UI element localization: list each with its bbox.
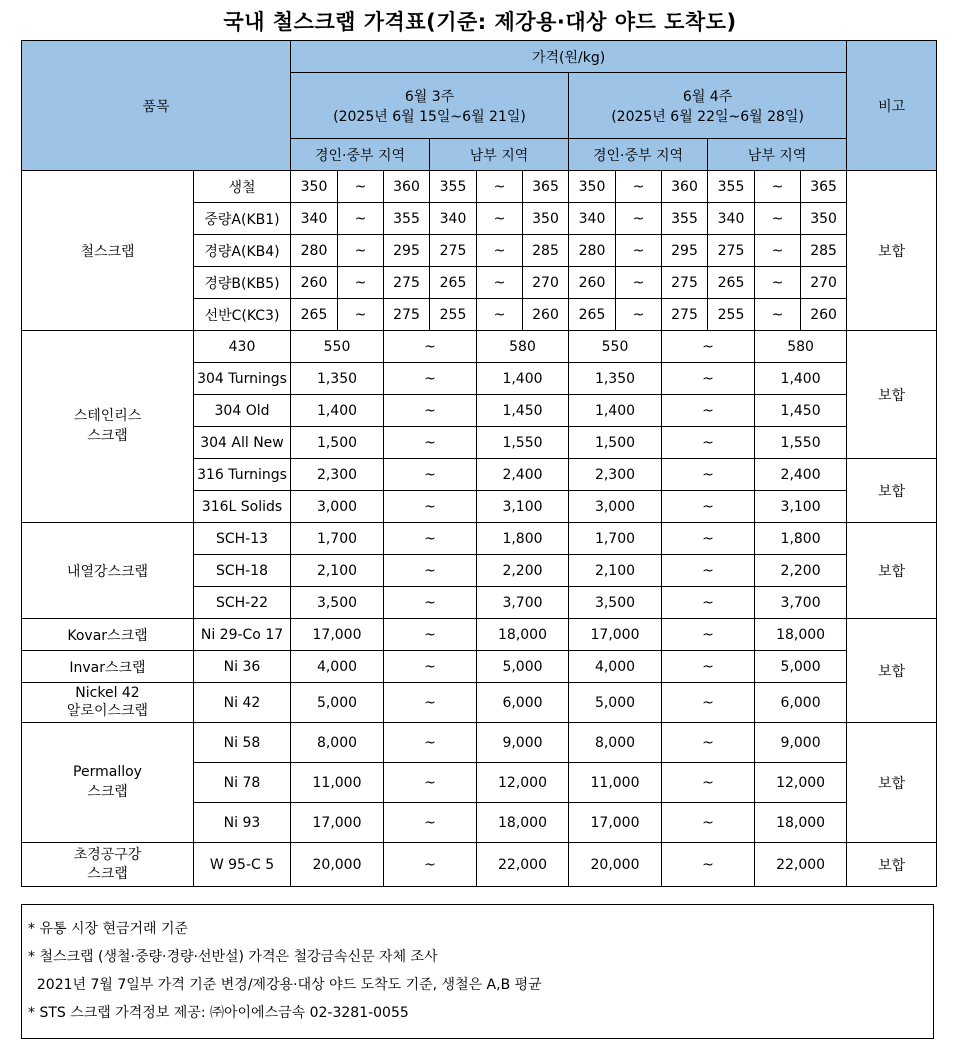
item-name: Ni 78 [194, 763, 291, 803]
value-high: 1,550 [477, 427, 569, 459]
week1-label: 6월 3주 [404, 88, 455, 105]
value-high: 18,000 [477, 803, 569, 843]
value-low: 11,000 [569, 763, 662, 803]
category-permalloy-line2: 스크랩 [87, 783, 128, 800]
value-low: 255 [430, 299, 477, 331]
value-high: 18,000 [477, 619, 569, 651]
value-high: 580 [477, 331, 569, 363]
value-low: 255 [708, 299, 755, 331]
value-high: 3,100 [755, 491, 847, 523]
tilde: ~ [384, 587, 477, 619]
value-low: 4,000 [569, 651, 662, 683]
value-low: 340 [430, 203, 477, 235]
value-low: 5,000 [291, 683, 384, 723]
tilde: ~ [662, 363, 755, 395]
value-low: 20,000 [291, 843, 384, 887]
table-row [22, 331, 937, 363]
value-high: 270 [801, 267, 847, 299]
value-low: 2,300 [291, 459, 384, 491]
category-nickel [22, 683, 194, 723]
tilde: ~ [662, 587, 755, 619]
tilde: ~ [384, 723, 477, 763]
value-low: 3,000 [569, 491, 662, 523]
value-low: 20,000 [569, 843, 662, 887]
table-row [22, 843, 937, 887]
value-low: 1,700 [291, 523, 384, 555]
tilde: ~ [755, 235, 801, 267]
remark-steel: 보합 [847, 171, 937, 331]
item-name: 430 [194, 331, 291, 363]
value-high: 3,700 [477, 587, 569, 619]
value-high: 360 [384, 171, 430, 203]
tilde: ~ [477, 203, 523, 235]
remark-stainless-1: 보합 [847, 331, 937, 459]
tilde: ~ [477, 235, 523, 267]
tilde: ~ [755, 267, 801, 299]
tilde: ~ [662, 523, 755, 555]
category-carbide [22, 843, 194, 887]
tilde: ~ [384, 763, 477, 803]
table-row [22, 683, 937, 723]
value-low: 280 [291, 235, 338, 267]
value-high: 355 [384, 203, 430, 235]
item-name: 경량A(KB4) [194, 235, 291, 267]
value-low: 17,000 [569, 803, 662, 843]
value-low: 275 [430, 235, 477, 267]
value-high: 260 [523, 299, 569, 331]
tilde: ~ [384, 683, 477, 723]
category-permalloy-line1: Permalloy [73, 763, 142, 780]
value-low: 340 [708, 203, 755, 235]
value-low: 355 [708, 171, 755, 203]
note-1: * 유통 시장 현금거래 기준 [28, 921, 189, 937]
value-low: 1,500 [291, 427, 384, 459]
value-low: 2,100 [291, 555, 384, 587]
value-low: 265 [569, 299, 616, 331]
item-name: Ni 29-Co 17 [194, 619, 291, 651]
tilde: ~ [616, 267, 662, 299]
value-high: 350 [801, 203, 847, 235]
category-stainless-line2: 스크랩 [87, 427, 128, 444]
tilde: ~ [662, 723, 755, 763]
value-high: 275 [384, 299, 430, 331]
item-name: 생철 [194, 171, 291, 203]
tilde: ~ [384, 395, 477, 427]
item-name: 중량A(KB1) [194, 203, 291, 235]
tilde: ~ [662, 331, 755, 363]
value-low: 550 [569, 331, 662, 363]
remark-alloy: 보합 [847, 619, 937, 723]
value-low: 350 [569, 171, 616, 203]
value-high: 365 [801, 171, 847, 203]
value-high: 3,100 [477, 491, 569, 523]
note-4: * STS 스크랩 가격정보 제공: ㈜아이에스금속 02-3281-0055 [28, 1005, 409, 1021]
category-carbide-line2: 스크랩 [87, 865, 128, 882]
tilde: ~ [662, 427, 755, 459]
value-low: 8,000 [569, 723, 662, 763]
value-high: 2,200 [477, 555, 569, 587]
value-low: 1,400 [291, 395, 384, 427]
value-low: 3,000 [291, 491, 384, 523]
tilde: ~ [662, 843, 755, 887]
note-2: * 철스크랩 (생철·중량·경량·선반설) 가격은 철강금속신문 자체 조사 [28, 949, 438, 965]
tilde: ~ [338, 235, 384, 267]
item-name: 316 Turnings [194, 459, 291, 491]
value-low: 550 [291, 331, 384, 363]
tilde: ~ [662, 555, 755, 587]
price-table-body [22, 171, 937, 887]
value-low: 265 [708, 267, 755, 299]
tilde: ~ [384, 491, 477, 523]
tilde: ~ [384, 427, 477, 459]
value-low: 3,500 [569, 587, 662, 619]
tilde: ~ [338, 267, 384, 299]
value-low: 5,000 [569, 683, 662, 723]
tilde: ~ [755, 203, 801, 235]
item-name: 316L Solids [194, 491, 291, 523]
value-low: 4,000 [291, 651, 384, 683]
remark-heat: 보합 [847, 523, 937, 619]
tilde: ~ [662, 459, 755, 491]
tilde: ~ [616, 235, 662, 267]
value-high: 1,450 [755, 395, 847, 427]
category-invar: Invar스크랩 [22, 651, 194, 683]
value-high: 22,000 [477, 843, 569, 887]
tilde: ~ [384, 555, 477, 587]
tilde: ~ [384, 651, 477, 683]
value-high: 12,000 [755, 763, 847, 803]
tilde: ~ [662, 651, 755, 683]
header-item: 품목 [22, 41, 291, 171]
value-high: 1,400 [477, 363, 569, 395]
value-low: 2,300 [569, 459, 662, 491]
table-row [22, 723, 937, 763]
tilde: ~ [662, 763, 755, 803]
value-high: 365 [523, 171, 569, 203]
tilde: ~ [662, 683, 755, 723]
tilde: ~ [384, 523, 477, 555]
tilde: ~ [616, 299, 662, 331]
value-high: 275 [384, 267, 430, 299]
item-name: 304 Turnings [194, 363, 291, 395]
value-low: 3,500 [291, 587, 384, 619]
value-high: 9,000 [755, 723, 847, 763]
value-high: 260 [801, 299, 847, 331]
table-row [22, 523, 937, 555]
value-low: 1,350 [291, 363, 384, 395]
tilde: ~ [384, 331, 477, 363]
value-high: 18,000 [755, 619, 847, 651]
table-row [22, 619, 937, 651]
remark-stainless-2: 보합 [847, 459, 937, 523]
value-high: 295 [384, 235, 430, 267]
value-high: 3,700 [755, 587, 847, 619]
value-high: 270 [523, 267, 569, 299]
value-high: 360 [662, 171, 708, 203]
notes-box [21, 904, 934, 1039]
value-low: 280 [569, 235, 616, 267]
value-high: 5,000 [755, 651, 847, 683]
value-high: 580 [755, 331, 847, 363]
value-low: 17,000 [569, 619, 662, 651]
value-high: 2,400 [755, 459, 847, 491]
value-high: 18,000 [755, 803, 847, 843]
value-low: 355 [430, 171, 477, 203]
tilde: ~ [616, 203, 662, 235]
item-name: W 95-C 5 [194, 843, 291, 887]
week1-region1: 경인·중부 지역 [291, 139, 430, 171]
header-price: 가격(원/kg) [291, 41, 847, 73]
value-high: 355 [662, 203, 708, 235]
price-table [21, 40, 937, 887]
item-name: Ni 58 [194, 723, 291, 763]
value-low: 265 [430, 267, 477, 299]
tilde: ~ [755, 299, 801, 331]
header-week1 [291, 73, 569, 139]
value-high: 5,000 [477, 651, 569, 683]
value-low: 340 [569, 203, 616, 235]
tilde: ~ [384, 803, 477, 843]
value-high: 295 [662, 235, 708, 267]
tilde: ~ [662, 619, 755, 651]
item-name: SCH-13 [194, 523, 291, 555]
table-row [22, 651, 937, 683]
value-high: 1,550 [755, 427, 847, 459]
remark-carbide: 보합 [847, 843, 937, 887]
value-low: 8,000 [291, 723, 384, 763]
value-high: 9,000 [477, 723, 569, 763]
item-name: 경량B(KB5) [194, 267, 291, 299]
tilde: ~ [477, 267, 523, 299]
category-nickel-line1: Nickel 42 [75, 685, 140, 701]
week2-region1: 경인·중부 지역 [569, 139, 708, 171]
category-stainless [22, 331, 194, 523]
value-low: 2,100 [569, 555, 662, 587]
item-name: Ni 93 [194, 803, 291, 843]
header-week2 [569, 73, 847, 139]
tilde: ~ [755, 171, 801, 203]
value-high: 1,800 [477, 523, 569, 555]
value-low: 11,000 [291, 763, 384, 803]
value-high: 2,200 [755, 555, 847, 587]
week1-region2: 남부 지역 [430, 139, 569, 171]
item-name: SCH-22 [194, 587, 291, 619]
remark-permalloy: 보합 [847, 723, 937, 843]
value-low: 260 [291, 267, 338, 299]
header-remark: 비고 [847, 41, 937, 171]
category-stainless-line1: 스테인리스 [73, 407, 142, 424]
item-name: 304 All New [194, 427, 291, 459]
value-low: 265 [291, 299, 338, 331]
value-high: 275 [662, 299, 708, 331]
value-low: 1,400 [569, 395, 662, 427]
tilde: ~ [384, 619, 477, 651]
value-high: 285 [801, 235, 847, 267]
value-high: 1,800 [755, 523, 847, 555]
value-high: 12,000 [477, 763, 569, 803]
item-name: 304 Old [194, 395, 291, 427]
value-low: 17,000 [291, 619, 384, 651]
tilde: ~ [338, 299, 384, 331]
item-name: Ni 42 [194, 683, 291, 723]
value-high: 1,400 [755, 363, 847, 395]
category-kovar: Kovar스크랩 [22, 619, 194, 651]
item-name: Ni 36 [194, 651, 291, 683]
tilde: ~ [616, 171, 662, 203]
value-low: 275 [708, 235, 755, 267]
category-heat: 내열강스크랩 [22, 523, 194, 619]
value-high: 350 [523, 203, 569, 235]
week2-region2: 남부 지역 [708, 139, 847, 171]
item-name: 선반C(KC3) [194, 299, 291, 331]
value-high: 275 [662, 267, 708, 299]
table-row [22, 171, 937, 203]
tilde: ~ [338, 171, 384, 203]
tilde: ~ [384, 459, 477, 491]
value-high: 6,000 [477, 683, 569, 723]
category-steel: 철스크랩 [22, 171, 194, 331]
category-permalloy [22, 723, 194, 843]
value-high: 2,400 [477, 459, 569, 491]
item-name: SCH-18 [194, 555, 291, 587]
tilde: ~ [384, 843, 477, 887]
note-3: 2021년 7월 7일부 가격 기준 변경/제강용·대상 야드 도착도 기준, 생철은 A,B 평균 [28, 977, 542, 993]
category-carbide-line1: 초경공구강 [73, 847, 142, 864]
value-low: 1,500 [569, 427, 662, 459]
tilde: ~ [477, 299, 523, 331]
tilde: ~ [662, 395, 755, 427]
category-nickel-line2: 알로이스크랩 [66, 702, 149, 719]
tilde: ~ [384, 363, 477, 395]
tilde: ~ [662, 491, 755, 523]
value-high: 22,000 [755, 843, 847, 887]
tilde: ~ [338, 203, 384, 235]
page-title: 국내 철스크랩 가격표(기준: 제강용·대상 야드 도착도) [223, 10, 737, 34]
value-high: 6,000 [755, 683, 847, 723]
week2-range: (2025년 6월 22일~6월 28일) [611, 108, 804, 125]
tilde: ~ [477, 171, 523, 203]
value-low: 17,000 [291, 803, 384, 843]
value-low: 1,700 [569, 523, 662, 555]
value-low: 1,350 [569, 363, 662, 395]
value-high: 1,450 [477, 395, 569, 427]
tilde: ~ [662, 803, 755, 843]
value-low: 260 [569, 267, 616, 299]
value-high: 285 [523, 235, 569, 267]
value-low: 340 [291, 203, 338, 235]
value-low: 350 [291, 171, 338, 203]
week2-label: 6월 4주 [682, 88, 733, 105]
week1-range: (2025년 6월 15일~6월 21일) [333, 108, 526, 125]
